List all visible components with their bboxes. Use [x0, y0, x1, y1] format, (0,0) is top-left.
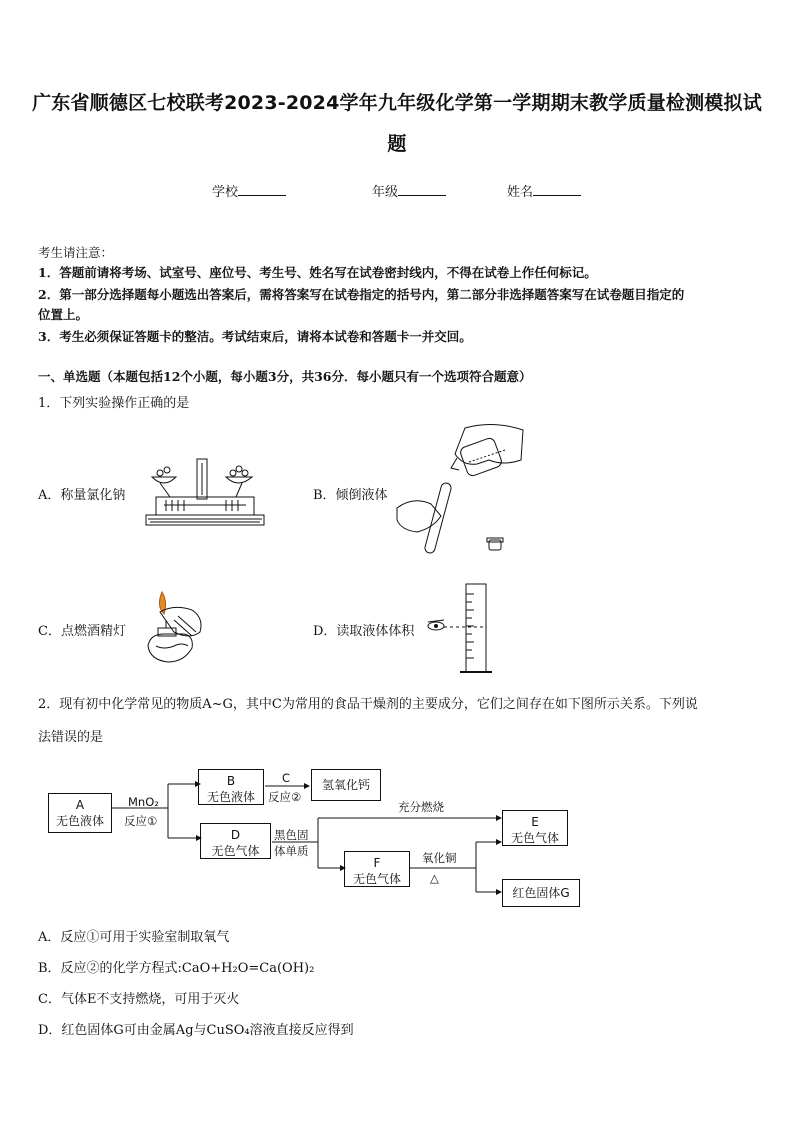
node-b [198, 769, 264, 805]
notice-item-1: 1．答题前请将考场、试室号、座位号、考生号、姓名写在试卷密封线内，不得在试卷上作任何标记。 [38, 265, 597, 280]
school-field[interactable] [212, 181, 286, 200]
label-reaction-1: 反应① [124, 814, 158, 828]
q1-option-b[interactable]: B．倾倒液体 [313, 488, 388, 503]
node-calcium-hydroxide [311, 769, 381, 801]
node-b-letter: B [226, 774, 236, 788]
node-g [502, 879, 580, 907]
grade-label: 年级 [372, 185, 399, 200]
name-field[interactable] [507, 181, 581, 200]
node-a-letter: A [75, 798, 85, 812]
node-e [502, 810, 568, 846]
q1-stem: 1．下列实验操作正确的是 [38, 396, 190, 411]
node-e-letter: E [531, 815, 539, 829]
school-label: 学校 [212, 185, 239, 200]
q1-option-a[interactable]: A．称量氯化钠 [38, 488, 126, 503]
pouring-liquid-illustration [393, 420, 533, 560]
q2-option-a[interactable]: A．反应①可用于实验室制取氧气 [38, 930, 230, 945]
reaction-flow-lines [0, 760, 794, 910]
label-copper-oxide: 氧化铜 [422, 851, 457, 865]
q2-option-c[interactable]: C．气体E不支持燃烧，可用于灭火 [38, 992, 240, 1007]
node-g-name: 红色固体G [512, 886, 570, 900]
exam-title-line1: 广东省顺德区七校联考2023-2024学年九年级化学第一学期期末教学质量检测模拟试 [32, 92, 762, 114]
node-f-letter: F [373, 856, 381, 870]
node-f-name: 无色气体 [352, 872, 401, 886]
notice-heading: 考生请注意： [38, 245, 114, 260]
q1-option-c[interactable]: C．点燃酒精灯 [38, 624, 126, 639]
node-d [200, 823, 271, 859]
label-black-solid-2: 体单质 [274, 844, 309, 858]
balance-illustration [142, 455, 268, 531]
name-label: 姓名 [507, 185, 534, 200]
school-blank[interactable] [238, 183, 286, 196]
q2-stem-line1: 2．现有初中化学常见的物质A~G，其中C为常用的食品干燥剂的主要成分，它们之间存在如下图所示关系。下列说 [38, 697, 698, 712]
label-black-solid-1: 黑色固 [274, 828, 309, 842]
label-full-combustion: 充分燃烧 [398, 800, 444, 814]
q2-option-d[interactable]: D．红色固体G可由金属Ag与CuSO₄溶液直接反应得到 [38, 1023, 354, 1038]
node-e-name: 无色气体 [510, 831, 559, 845]
node-d-name: 无色气体 [211, 844, 260, 858]
node-calcium-hydroxide-label: 氢氧化钙 [321, 778, 370, 792]
grade-blank[interactable] [398, 183, 446, 196]
section-heading: 一、单选题（本题包括12个小题，每小题3分，共36分．每小题只有一个选项符合题意） [38, 369, 532, 384]
alcohol-lamp-illustration [134, 584, 224, 670]
node-f [344, 851, 410, 887]
q1-option-d[interactable]: D．读取液体体积 [313, 624, 415, 639]
graduated-cylinder-illustration [424, 580, 494, 680]
label-heat: △ [430, 871, 439, 885]
name-blank[interactable] [533, 183, 581, 196]
exam-title-line2: 题 [387, 133, 407, 155]
grade-field[interactable] [372, 181, 446, 200]
label-mno2: MnO₂ [128, 795, 159, 809]
label-c: C [282, 771, 291, 785]
node-d-letter: D [230, 828, 241, 842]
node-a-name: 无色液体 [55, 814, 104, 828]
label-reaction-2: 反应② [268, 790, 302, 804]
node-a [48, 793, 112, 833]
node-b-name: 无色液体 [206, 790, 255, 804]
notice-item-2a: 2．第一部分选择题每小题选出答案后，需将答案写在试卷指定的括号内，第二部分非选择题答案写在试卷题目指定的 [38, 287, 685, 302]
notice-item-3: 3．考生必须保证答题卡的整洁。考试结束后，请将本试卷和答题卡一并交回。 [38, 329, 472, 344]
q2-option-b[interactable]: B．反应②的化学方程式:CaO+H₂O=Ca(OH)₂ [38, 961, 315, 976]
notice-item-2b: 位置上。 [38, 307, 89, 322]
q2-stem-line2: 法错误的是 [38, 730, 104, 745]
